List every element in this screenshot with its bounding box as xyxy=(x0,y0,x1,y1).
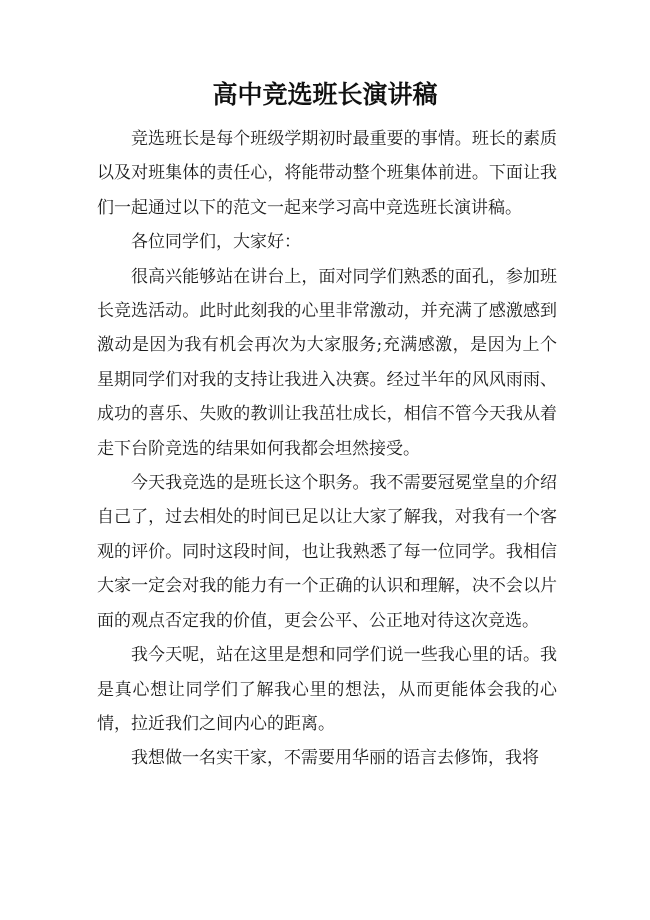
paragraph-heart-words: 我今天呢，站在这里是想和同学们说一些我心里的话。我是真心想让同学们了解我心里的想法，从而更能体会我的心情，拉近我们之间内心的距离。 xyxy=(97,645,557,734)
paragraph-position: 今天我竞选的是班长这个职务。我不需要冠冕堂皇的介绍自己了，过去相处的时间已足以让大家了解我，对我有一个客观的评价。同时这段时间，也让我熟悉了每一位同学。我相信大家一定会对我的能力有一个正确的认识和理解，决不会以片面的观点否定我的价值，更会公平、公正地对待这次竞选。 xyxy=(97,473,557,631)
paragraph-gratitude: 很高兴能够站在讲台上，面对同学们熟悉的面孔，参加班长竞选活动。此时此刻我的心里非常激动，并充满了感激感到激动是因为我有机会再次为大家服务;充满感激，是因为上个星期同学们对我的支持让我进入决赛。经过半年的风风雨雨、成功的喜乐、失败的教训让我茁壮成长，相信不管今天我从着走下台阶竞选的结果如何我都会坦然接受。 xyxy=(97,266,557,459)
paragraph-greeting: 各位同学们，大家好： xyxy=(131,232,301,253)
document-title: 高中竞选班长演讲稿 xyxy=(212,80,438,109)
paragraph-doer: 我想做一名实干家，不需要用华丽的语言去修饰，我将 xyxy=(131,748,539,769)
paragraph-intro: 竞选班长是每个班级学期初时最重要的事情。班长的素质以及对班集体的责任心，将能带动整个班集体前进。下面让我们一起通过以下的范文一起来学习高中竞选班长演讲稿。 xyxy=(97,129,557,218)
document-body xyxy=(97,122,557,776)
